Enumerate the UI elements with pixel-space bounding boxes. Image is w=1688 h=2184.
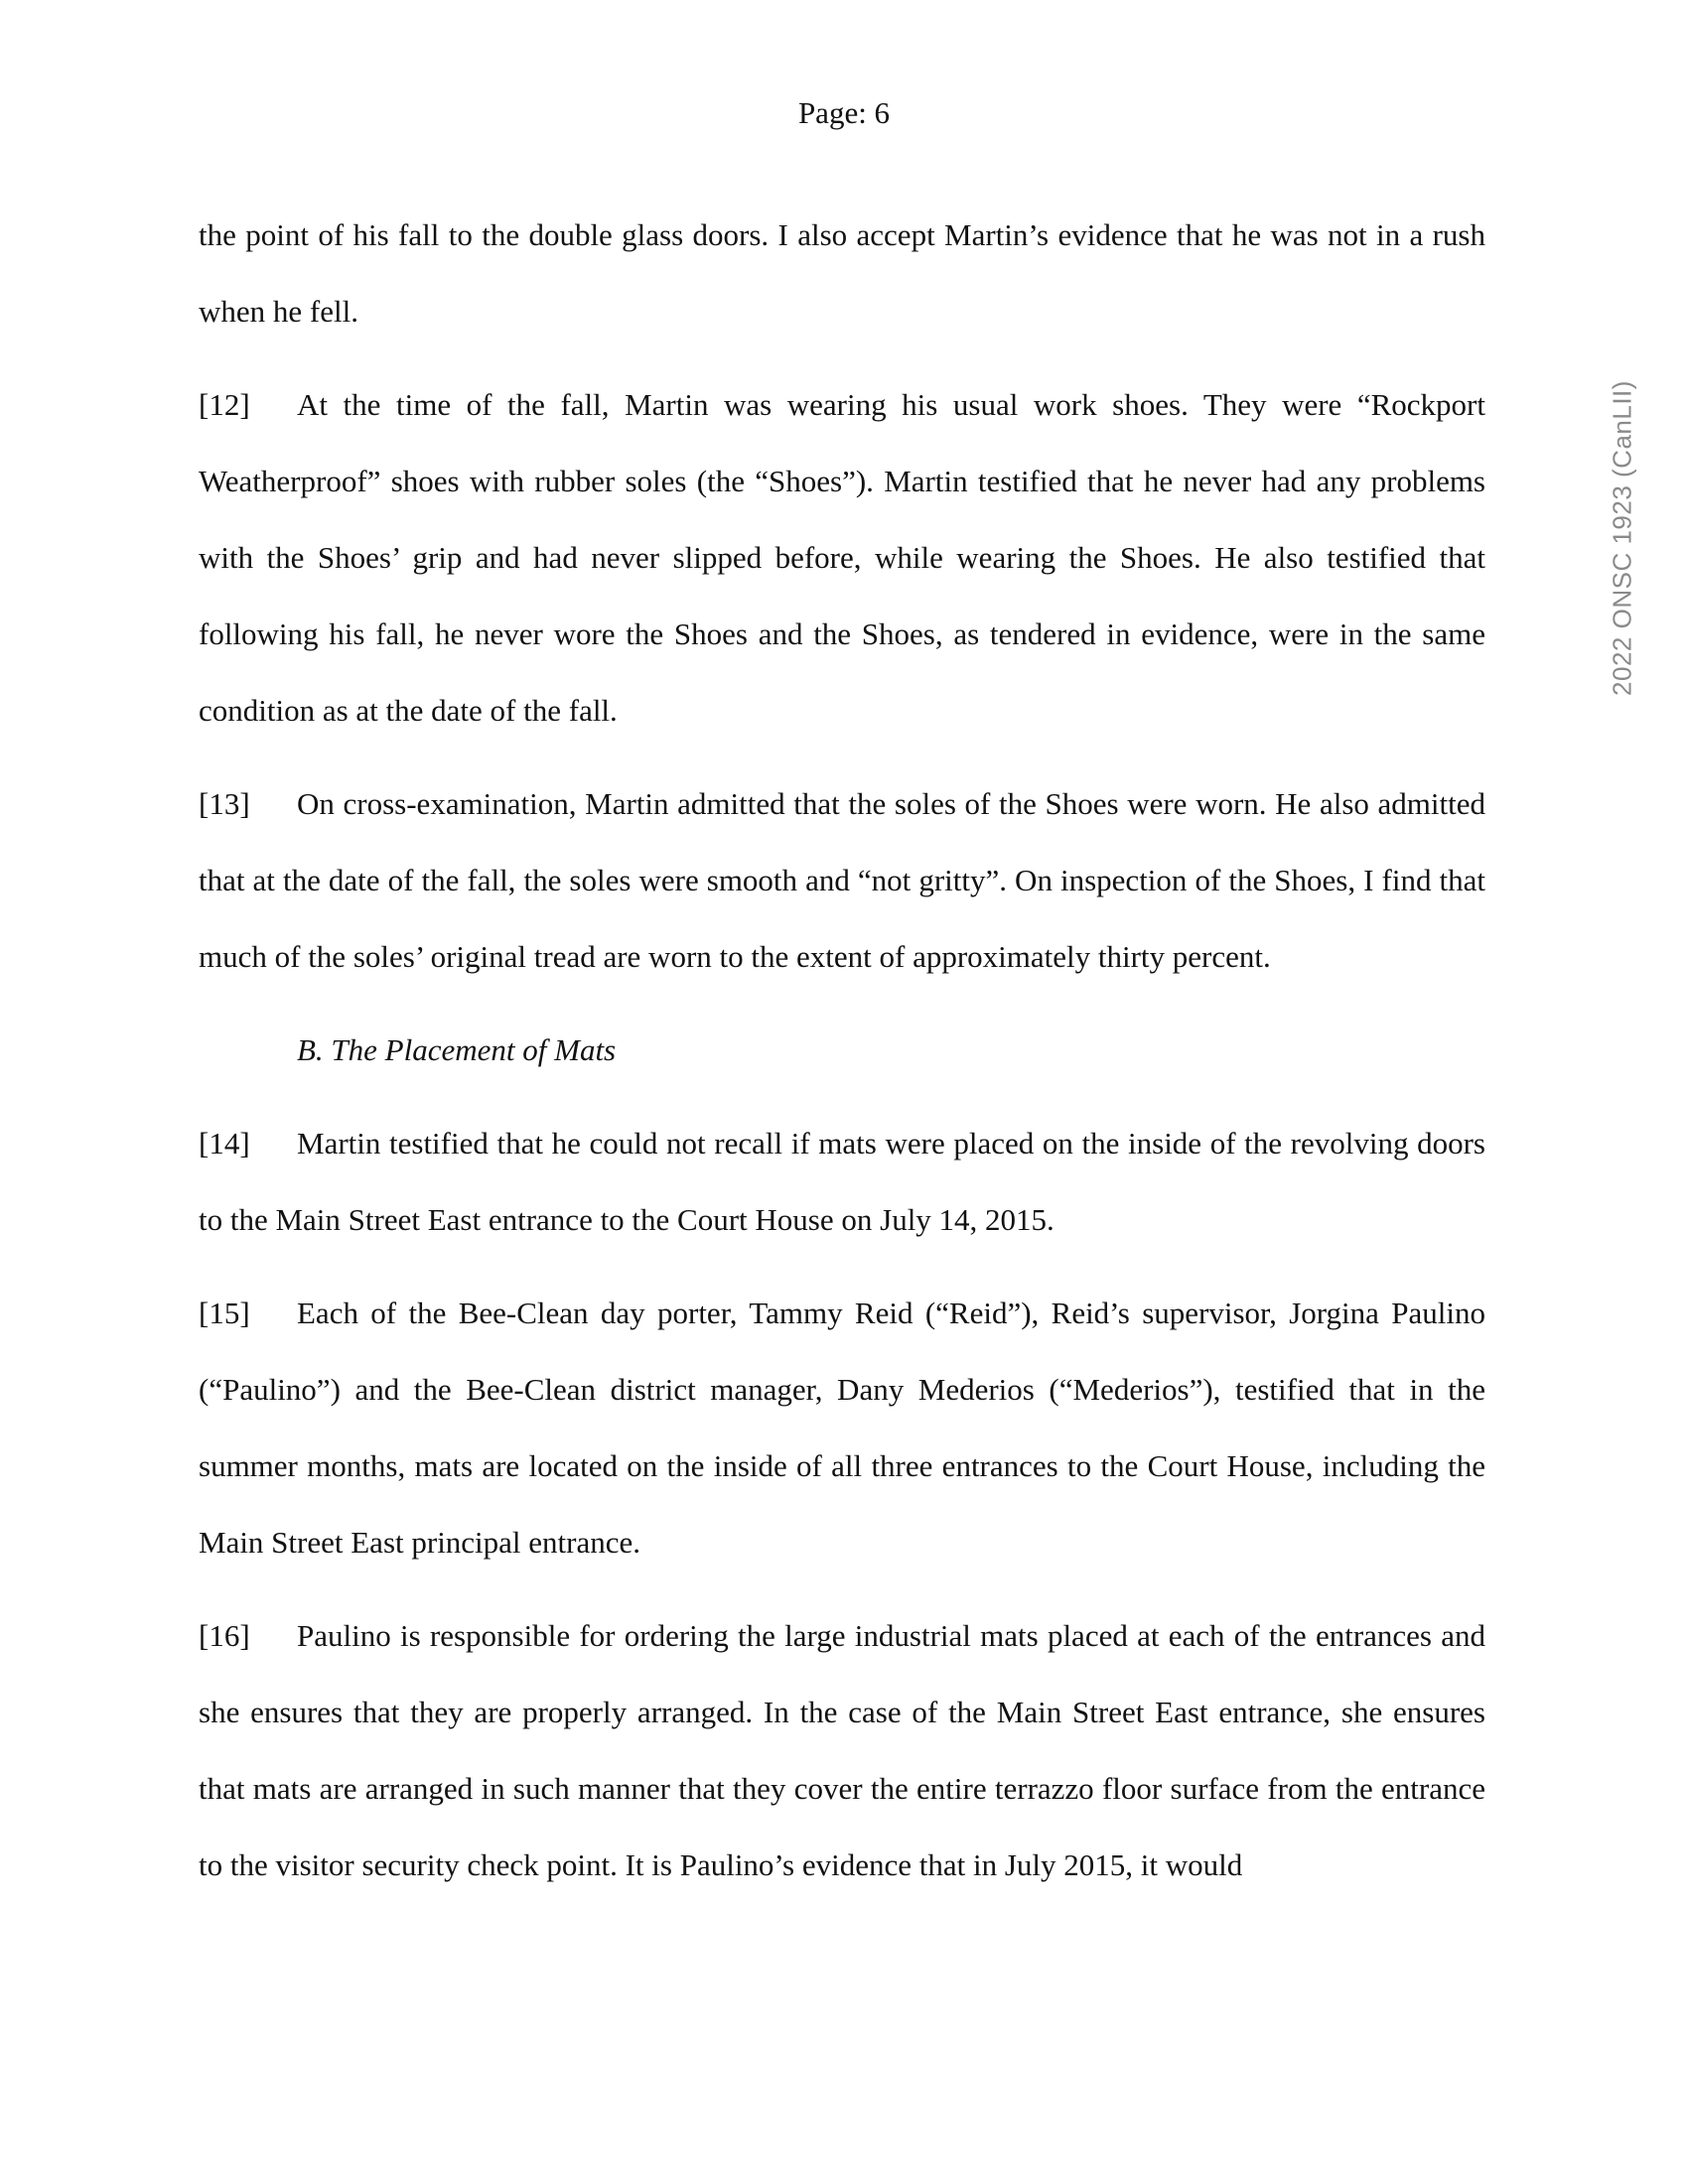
paragraph-15 [199, 1275, 1485, 1580]
paragraph-number: [14] [199, 1126, 250, 1160]
paragraph-text: On cross-examination, Martin admitted that the soles of the Shoes were worn. He also admitted that at the date of the fall, the soles were smooth and “not gritty”. On inspection of the Shoes, I find that much of the soles’ original tread are worn to the extent of approximately thirty percent. [199, 786, 1485, 974]
paragraph-12 [199, 366, 1485, 749]
citation-watermark: 2022 ONSC 1923 (CanLII) [1607, 380, 1637, 696]
paragraph-number: [12] [199, 387, 250, 422]
paragraph-text: Paulino is responsible for ordering the large industrial mats placed at each of the entrances and she ensures that they are properly arranged. In the case of the Main Street East entrance, she ensures that mats are arranged in such manner that they cover the entire terrazzo floor surface from the entrance to the visitor security check point. It is Paulino’s evidence that in July 2015, it would [199, 1618, 1485, 1882]
paragraph-13 [199, 765, 1485, 995]
section-heading: B. The Placement of Mats [297, 1032, 617, 1067]
paragraph-text: At the time of the fall, Martin was wearing his usual work shoes. They were “Rockport Weatherproof” shoes with rubber soles (the “Shoes”). Martin testified that he never had any problems with the Shoes’ grip and had never slipped before, while wearing the Shoes. He also testified that following his fall, he never wore the Shoes and the Shoes, as tendered in evidence, were in the same condition as at the date of the fall. [199, 387, 1485, 728]
page-number-header: Page: 6 [797, 95, 891, 130]
paragraph-number: [13] [199, 786, 250, 821]
paragraph-text: the point of his fall to the double glass doors. I also accept Martin’s evidence that he was not in a rush when he fell. [199, 217, 1485, 329]
paragraph-number: [16] [199, 1618, 250, 1653]
paragraph-number: [15] [199, 1296, 250, 1330]
paragraph-16 [199, 1597, 1485, 1903]
paragraph-text: Martin testified that he could not recall if mats were placed on the inside of the revolving doors to the Main Street East entrance to the Court House on July 14, 2015. [199, 1126, 1485, 1237]
paragraph-text: Each of the Bee-Clean day porter, Tammy Reid (“Reid”), Reid’s supervisor, Jorgina Paulino (“Paulino”) and the Bee-Clean district manager, Dany Mederios (“Mederios”), testified that in the summer months, mats are located on the inside of all three entrances to the Court House, including the Main Street East principal entrance. [199, 1296, 1485, 1560]
paragraph-continuation [199, 197, 1485, 349]
paragraph-14 [199, 1105, 1485, 1258]
document-body [199, 197, 1485, 1920]
